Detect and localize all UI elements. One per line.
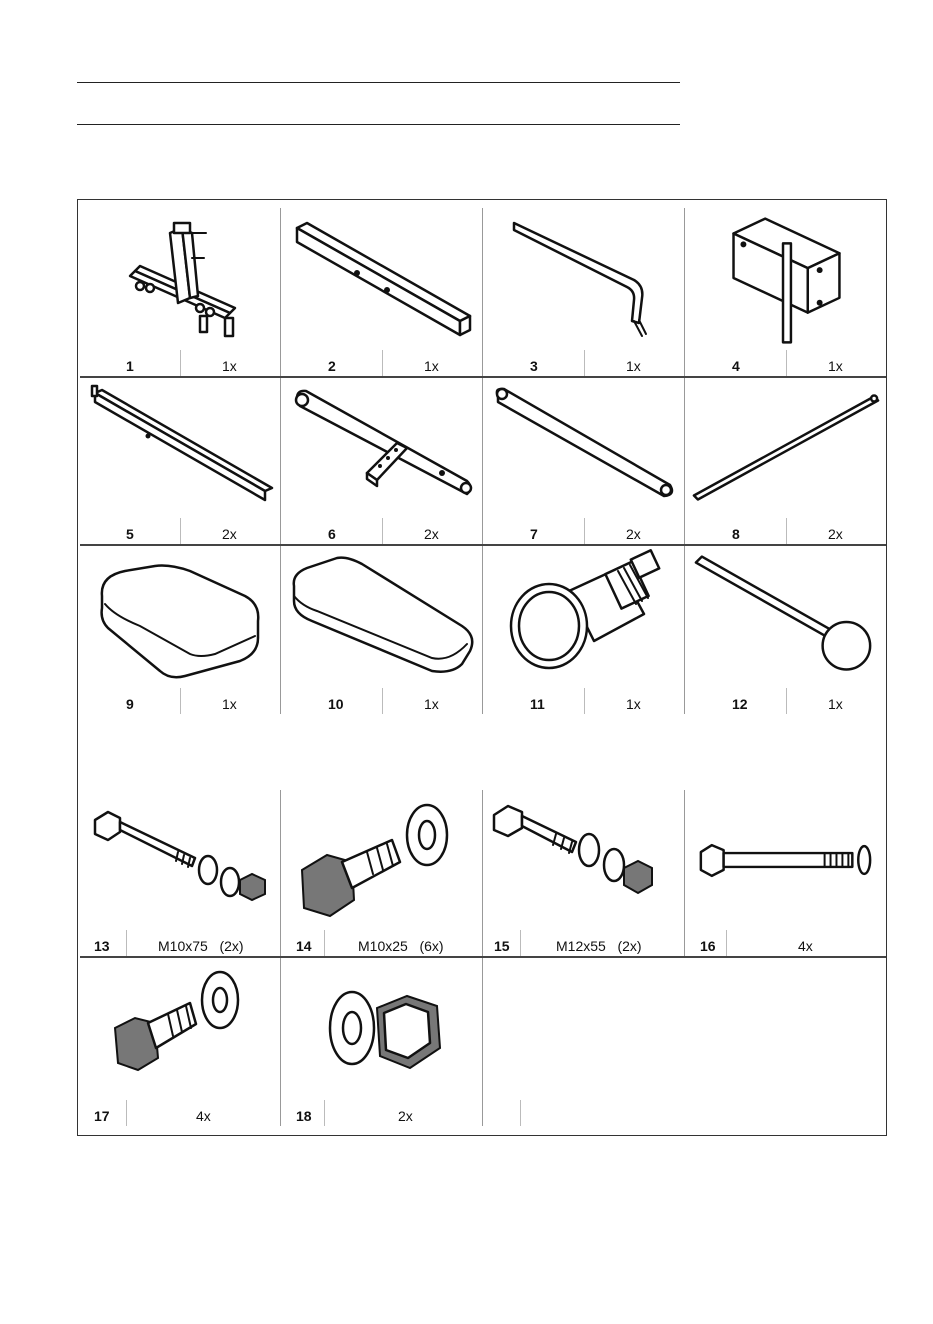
part-number: 4: [732, 358, 740, 374]
part-label-row: [282, 350, 482, 376]
part-quantity: 1x: [424, 696, 439, 712]
part-number: 1: [126, 358, 134, 374]
part-quantity: M10x25 (6x): [358, 938, 444, 954]
part-cell-7: [484, 378, 684, 544]
part-quantity: 2x: [398, 1108, 413, 1124]
long-bolt-washer-icon: [686, 790, 884, 930]
flat-link-icon: [484, 378, 684, 518]
part-label-row: [686, 518, 884, 544]
part-label-row: [484, 518, 684, 544]
part-quantity: 2x: [626, 526, 641, 542]
part-label-row: [484, 688, 684, 714]
part-cell-4: [686, 208, 884, 376]
seat-pad-icon: [80, 546, 280, 688]
part-cell-6: [282, 378, 482, 544]
square-tube-icon: [282, 208, 482, 350]
bent-bar-icon: [484, 208, 684, 350]
bolt-washer-icon: [80, 958, 280, 1100]
short-bolt-washer-icon: [282, 790, 482, 930]
part-cell-17: [80, 958, 280, 1126]
part-label-row: [686, 350, 884, 376]
part-quantity: M10x75 (2x): [158, 938, 244, 954]
part-quantity: 2x: [828, 526, 843, 542]
part-cell-2: [282, 208, 482, 376]
nut-washer-icon: [282, 958, 482, 1100]
tube-bracket-icon: [686, 208, 884, 350]
part-number: 14: [296, 938, 312, 954]
long-rail-icon: [80, 378, 280, 518]
part-label-row: [80, 1100, 280, 1126]
part-number: 6: [328, 526, 336, 542]
arm-with-plate-icon: [282, 378, 482, 518]
part-cell-10: [282, 546, 482, 714]
part-cell-9: [80, 546, 280, 714]
part-cell-5: [80, 378, 280, 544]
part-label-row: [80, 688, 280, 714]
part-quantity: 1x: [626, 696, 641, 712]
part-quantity: 2x: [424, 526, 439, 542]
parts-list-box: [77, 199, 887, 1136]
part-number: 2: [328, 358, 336, 374]
part-number: 12: [732, 696, 748, 712]
part-label-row: [80, 518, 280, 544]
bolt-set-icon: [484, 790, 684, 930]
part-cell-empty: [484, 958, 684, 1126]
part-label-row: [484, 350, 684, 376]
part-cell-14: [282, 790, 482, 956]
back-pad-icon: [282, 546, 482, 688]
spring-knob-icon: [484, 546, 684, 688]
part-cell-15: [484, 790, 684, 956]
part-number: 17: [94, 1108, 110, 1124]
part-cell-8: [686, 378, 884, 544]
header-rule-top: [77, 82, 680, 83]
three-point-hitch-frame-icon: [80, 208, 280, 350]
part-quantity: 1x: [222, 696, 237, 712]
part-quantity: M12x55 (2x): [556, 938, 642, 954]
part-cell-3: [484, 208, 684, 376]
part-label-row: [80, 930, 280, 956]
header-rule-bottom: [77, 124, 680, 125]
part-quantity: 1x: [424, 358, 439, 374]
part-quantity: 1x: [222, 358, 237, 374]
part-label-row: [282, 688, 482, 714]
part-cell-12: [686, 546, 884, 714]
part-number: 8: [732, 526, 740, 542]
part-number: 16: [700, 938, 716, 954]
part-number: 15: [494, 938, 510, 954]
part-quantity: 1x: [626, 358, 641, 374]
part-label-row: [686, 930, 884, 956]
part-label-row: [282, 930, 482, 956]
thin-rod-icon: [686, 378, 884, 518]
long-bolt-set-icon: [80, 790, 280, 930]
part-number: 11: [530, 696, 545, 712]
part-cell-18: [282, 958, 482, 1126]
part-quantity: 2x: [222, 526, 237, 542]
part-label-row: [282, 518, 482, 544]
part-label-row: [282, 1100, 482, 1126]
part-number: 5: [126, 526, 134, 542]
part-number: 7: [530, 526, 538, 542]
part-label-row: [80, 350, 280, 376]
part-label-row: [686, 688, 884, 714]
part-label-row: [484, 930, 684, 956]
part-number: 3: [530, 358, 538, 374]
part-number: 10: [328, 696, 344, 712]
part-quantity: 1x: [828, 696, 843, 712]
part-number: 13: [94, 938, 110, 954]
part-label-row: [484, 1100, 684, 1126]
part-cell-13: [80, 790, 280, 956]
part-number: 18: [296, 1108, 312, 1124]
part-quantity: 4x: [798, 938, 813, 954]
part-cell-16: [686, 790, 884, 956]
part-quantity: 4x: [196, 1108, 211, 1124]
part-number: 9: [126, 696, 134, 712]
ball-pin-icon: [686, 546, 884, 688]
part-quantity: 1x: [828, 358, 843, 374]
part-cell-1: [80, 208, 280, 376]
part-cell-11: [484, 546, 684, 714]
